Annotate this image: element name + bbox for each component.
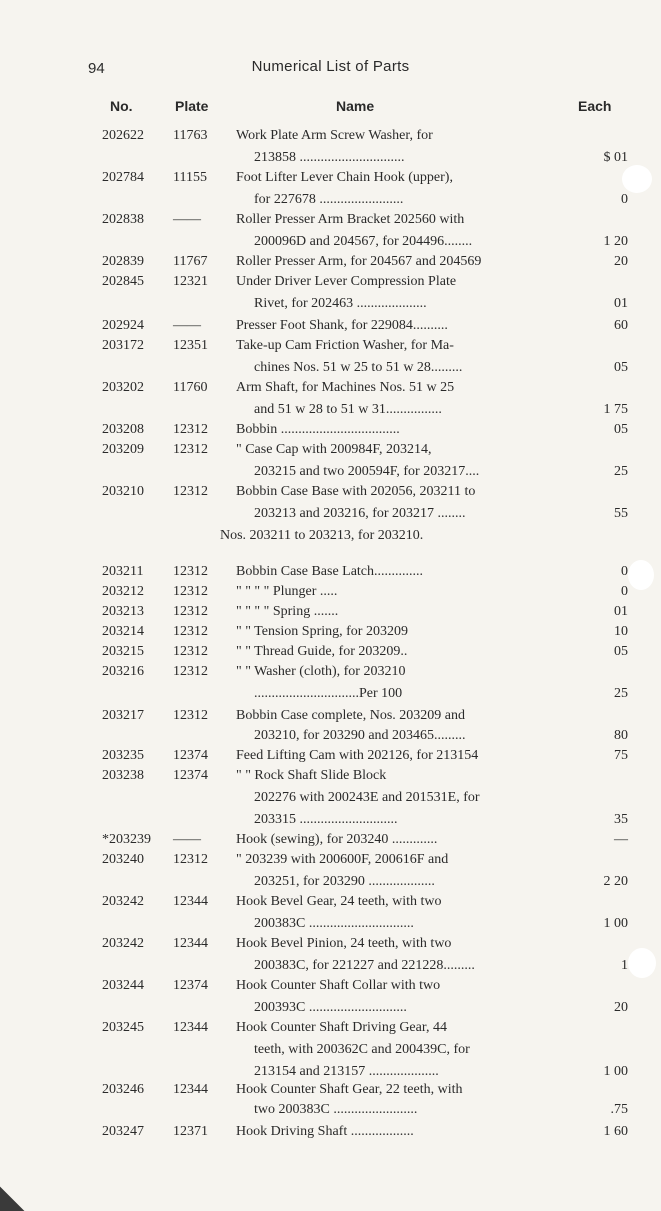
part-description: Hook Counter Shaft Driving Gear, 44 <box>236 1020 447 1035</box>
table-row <box>0 272 661 292</box>
table-row <box>0 168 661 188</box>
part-number: 203214 <box>102 624 144 639</box>
part-number: *203239 <box>102 832 151 847</box>
table-row <box>0 582 661 602</box>
part-description: 200383C .............................. <box>254 916 414 931</box>
column-header-name: Name <box>336 98 375 114</box>
plate-number: 12344 <box>173 1082 208 1097</box>
table-row <box>0 252 661 272</box>
part-number: 203246 <box>102 1082 144 1097</box>
part-description: Bobbin Case Base with 202056, 203211 to <box>236 484 476 499</box>
table-row <box>0 956 661 976</box>
part-description: 200393C ............................ <box>254 1000 407 1015</box>
part-description: " " Tension Spring, for 203209 <box>236 624 408 639</box>
part-number: 203242 <box>102 936 144 951</box>
table-row <box>0 1062 661 1082</box>
table-row <box>0 684 661 704</box>
price: 80 <box>614 728 628 743</box>
part-description: Work Plate Arm Screw Washer, for <box>236 128 433 143</box>
punch-hole <box>622 165 652 193</box>
table-row <box>0 1100 661 1120</box>
plate-number: 12312 <box>173 604 208 619</box>
table-row <box>0 766 661 786</box>
part-number: 203217 <box>102 708 144 723</box>
table-row <box>0 914 661 934</box>
table-row <box>0 1080 661 1100</box>
part-number: 203211 <box>102 564 144 579</box>
punch-hole <box>628 560 654 590</box>
part-description: 203213 and 203216, for 203217 ........ <box>254 506 466 521</box>
table-row <box>0 830 661 850</box>
part-description: two 200383C ........................ <box>254 1102 418 1117</box>
part-description: Hook Driving Shaft .................. <box>236 1124 414 1139</box>
plate-number: 12374 <box>173 768 208 783</box>
plate-number: 12321 <box>173 274 208 289</box>
table-row <box>0 622 661 642</box>
part-number: 202839 <box>102 254 144 269</box>
plate-number: 12312 <box>173 664 208 679</box>
price: 1 00 <box>603 916 628 931</box>
price: 01 <box>614 604 628 619</box>
table-row <box>0 642 661 662</box>
table-row <box>0 190 661 210</box>
table-row <box>0 726 661 746</box>
price: 1 <box>621 958 628 973</box>
plate-number: 12312 <box>173 484 208 499</box>
price: — <box>614 832 628 847</box>
table-row <box>0 892 661 912</box>
price: 05 <box>614 422 628 437</box>
part-description: " " Rock Shaft Slide Block <box>236 768 387 783</box>
part-description: and 51 w 28 to 51 w 31................ <box>254 402 442 417</box>
table-row <box>0 126 661 146</box>
price: 05 <box>614 644 628 659</box>
table-row <box>0 746 661 766</box>
part-description: Hook (sewing), for 203240 ............. <box>236 832 438 847</box>
part-description: 202276 with 200243E and 201531E, for <box>254 790 480 805</box>
column-header-plate: Plate <box>175 98 209 114</box>
table-row <box>0 850 661 870</box>
part-number: 202845 <box>102 274 144 289</box>
price: 20 <box>614 254 628 269</box>
price: 05 <box>614 360 628 375</box>
table-row <box>0 232 661 252</box>
plate-number: 12312 <box>173 852 208 867</box>
plate-number: —— <box>173 318 201 333</box>
table-row <box>0 934 661 954</box>
price: 25 <box>614 464 628 479</box>
price: 1 00 <box>603 1064 628 1079</box>
part-description: Roller Presser Arm Bracket 202560 with <box>236 212 465 227</box>
price: 0 <box>621 584 628 599</box>
plate-number: 11767 <box>173 254 208 269</box>
price: 1 60 <box>603 1124 628 1139</box>
table-row <box>0 872 661 892</box>
part-description: Feed Lifting Cam with 202126, for 213154 <box>236 748 479 763</box>
plate-number: 12371 <box>173 1124 208 1139</box>
plate-number: —— <box>173 832 201 847</box>
table-row <box>0 400 661 420</box>
table-row <box>0 1040 661 1060</box>
part-description: Bobbin .................................. <box>236 422 400 437</box>
table-row <box>0 526 661 546</box>
part-description: " 203239 with 200600F, 200616F and <box>236 852 449 867</box>
part-description: " " Thread Guide, for 203209.. <box>236 644 408 659</box>
price: 2 20 <box>603 874 628 889</box>
plate-number: 11760 <box>173 380 208 395</box>
price: .75 <box>610 1102 628 1117</box>
plate-number: 11155 <box>173 170 207 185</box>
plate-number: —— <box>173 212 201 227</box>
part-description: teeth, with 200362C and 200439C, for <box>254 1042 470 1057</box>
part-description: Bobbin Case Base Latch.............. <box>236 564 424 579</box>
table-row <box>0 420 661 440</box>
price: 35 <box>614 812 628 827</box>
part-description: Arm Shaft, for Machines Nos. 51 w 25 <box>236 380 455 395</box>
part-description: chines Nos. 51 w 25 to 51 w 28......... <box>254 360 463 375</box>
part-description: ..............................Per 100 <box>254 686 403 701</box>
part-description: Hook Bevel Gear, 24 teeth, with two <box>236 894 442 909</box>
part-number: 203245 <box>102 1020 144 1035</box>
part-number: 203202 <box>102 380 144 395</box>
table-row <box>0 976 661 996</box>
part-number: 203247 <box>102 1124 144 1139</box>
price: 0 <box>621 564 628 579</box>
table-row <box>0 358 661 378</box>
plate-number: 12312 <box>173 422 208 437</box>
table-row <box>0 1122 661 1142</box>
table-row <box>0 1018 661 1038</box>
part-description: Under Driver Lever Compression Plate <box>236 274 457 289</box>
price: 1 75 <box>603 402 628 417</box>
part-number: 203215 <box>102 644 144 659</box>
price: 1 20 <box>603 234 628 249</box>
price: 60 <box>614 318 628 333</box>
part-number: 203213 <box>102 604 144 619</box>
price: 75 <box>614 748 628 763</box>
part-number: 203210 <box>102 484 144 499</box>
part-number: 203216 <box>102 664 144 679</box>
table-row <box>0 562 661 582</box>
part-description: Roller Presser Arm, for 204567 and 204569 <box>236 254 482 269</box>
table-row <box>0 378 661 398</box>
part-description: Take-up Cam Friction Washer, for Ma- <box>236 338 454 353</box>
price: 25 <box>614 686 628 701</box>
part-description: for 227678 ........................ <box>254 192 404 207</box>
part-description: " " " " Spring ....... <box>236 604 339 619</box>
part-number: 203238 <box>102 768 144 783</box>
part-number: 203212 <box>102 584 144 599</box>
part-description: 213858 .............................. <box>254 150 405 165</box>
part-description: 203215 and two 200594F, for 203217.... <box>254 464 480 479</box>
part-description: Presser Foot Shank, for 229084.......... <box>236 318 448 333</box>
part-description: 203210, for 203290 and 203465......... <box>254 728 466 743</box>
column-header-no: No. <box>110 98 133 114</box>
plate-number: 12351 <box>173 338 208 353</box>
plate-number: 12312 <box>173 564 208 579</box>
part-description: 203251, for 203290 ................... <box>254 874 435 889</box>
plate-number: 12312 <box>173 584 208 599</box>
part-number: 203242 <box>102 894 144 909</box>
plate-number: 11763 <box>173 128 208 143</box>
part-number: 202784 <box>102 170 144 185</box>
table-row <box>0 810 661 830</box>
part-description: Rivet, for 202463 .................... <box>254 296 427 311</box>
table-row <box>0 602 661 622</box>
plate-number: 12312 <box>173 644 208 659</box>
table-row <box>0 148 661 168</box>
part-number: 203208 <box>102 422 144 437</box>
table-row <box>0 316 661 336</box>
part-number: 203244 <box>102 978 144 993</box>
part-number: 202838 <box>102 212 144 227</box>
part-number: 202622 <box>102 128 144 143</box>
part-number: 202924 <box>102 318 144 333</box>
part-description: Foot Lifter Lever Chain Hook (upper), <box>236 170 453 185</box>
page-number: 94 <box>88 60 105 77</box>
part-description: 213154 and 213157 .................... <box>254 1064 439 1079</box>
punch-hole <box>628 948 656 978</box>
price: 20 <box>614 1000 628 1015</box>
page-corner <box>0 1171 40 1211</box>
part-description: 200383C, for 221227 and 221228......... <box>254 958 475 973</box>
price: 01 <box>614 296 628 311</box>
plate-number: 12374 <box>173 748 208 763</box>
plate-number: 12312 <box>173 708 208 723</box>
part-number: 203172 <box>102 338 144 353</box>
part-description: Bobbin Case complete, Nos. 203209 and <box>236 708 466 723</box>
part-description: " " Washer (cloth), for 203210 <box>236 664 406 679</box>
table-row <box>0 662 661 682</box>
table-row <box>0 294 661 314</box>
part-number: 203235 <box>102 748 144 763</box>
column-header-each: Each <box>578 98 612 114</box>
part-number: 203240 <box>102 852 144 867</box>
plate-number: 12344 <box>173 894 208 909</box>
part-description: " " " " Plunger ..... <box>236 584 338 599</box>
table-row <box>0 462 661 482</box>
plate-number: 12344 <box>173 1020 208 1035</box>
table-row <box>0 336 661 356</box>
table-row <box>0 706 661 726</box>
table-row <box>0 788 661 808</box>
price: 10 <box>614 624 628 639</box>
price: 55 <box>614 506 628 521</box>
part-description: Hook Bevel Pinion, 24 teeth, with two <box>236 936 452 951</box>
part-description: 203315 ............................ <box>254 812 398 827</box>
part-description: Hook Counter Shaft Collar with two <box>236 978 441 993</box>
price: 0 <box>621 192 628 207</box>
table-row <box>0 210 661 230</box>
part-description: " Case Cap with 200984F, 203214, <box>236 442 432 457</box>
table-row <box>0 998 661 1018</box>
plate-number: 12344 <box>173 936 208 951</box>
part-description: Hook Counter Shaft Gear, 22 teeth, with <box>236 1082 463 1097</box>
section-note: Nos. 203211 to 203213, for 203210. <box>220 528 424 543</box>
table-row <box>0 482 661 502</box>
table-row <box>0 440 661 460</box>
running-title: Numerical List of Parts <box>251 58 410 75</box>
part-number: 203209 <box>102 442 144 457</box>
part-description: 200096D and 204567, for 204496........ <box>254 234 473 249</box>
table-row <box>0 504 661 524</box>
price: $ 01 <box>603 150 628 165</box>
plate-number: 12374 <box>173 978 208 993</box>
plate-number: 12312 <box>173 624 208 639</box>
plate-number: 12312 <box>173 442 208 457</box>
